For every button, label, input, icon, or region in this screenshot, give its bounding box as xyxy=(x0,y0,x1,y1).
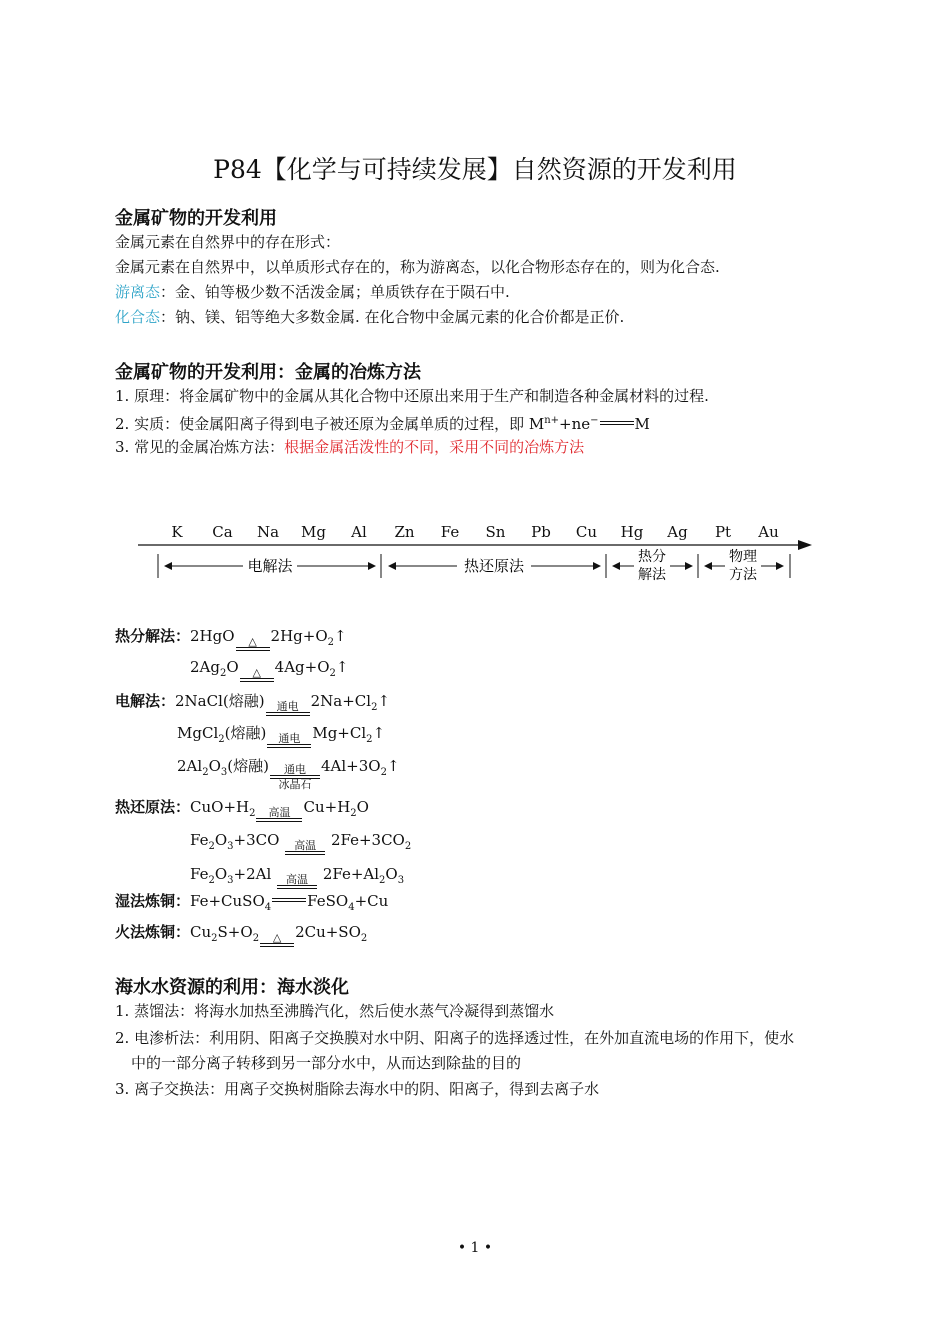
page-title: P84【化学与可持续发展】自然资源的开发利用 xyxy=(213,155,737,184)
free-state-text: ：金、铂等极少数不活泼金属；单质铁存在于陨石中. xyxy=(160,283,510,301)
physical-method-label-2: 方法 xyxy=(729,567,757,583)
method-label: 电解法： xyxy=(115,692,176,710)
metal-symbol-zn: Zn xyxy=(394,523,415,541)
thermal-decomposition-label-1: 热分 xyxy=(638,549,666,565)
metal-symbol-sn: Sn xyxy=(485,523,506,541)
superscript: − xyxy=(590,415,599,426)
item-text: 2. 实质：使金属阳离子得到电子被还原为金属单质的过程，即 M xyxy=(115,415,545,433)
method-label: 火法炼铜： xyxy=(115,923,191,941)
reaction-condition: 高温 xyxy=(256,807,302,822)
item-text: 3. 常见的金属冶炼方法： xyxy=(115,438,285,456)
metal-symbol-na: Na xyxy=(256,523,280,541)
list-item xyxy=(115,411,650,434)
method-label: 湿法炼铜： xyxy=(115,892,191,910)
reaction-condition: 通电 xyxy=(267,733,311,748)
metal-symbol-pb: Pb xyxy=(531,523,551,541)
method-label: 热分解法： xyxy=(115,627,191,645)
reaction-condition: △ xyxy=(236,636,270,651)
list-item: 1. 蒸馏法：将海水加热至沸腾汽化，然后使水蒸气冷凝得到蒸馏水 xyxy=(115,1002,555,1020)
reaction-condition: 高温 xyxy=(277,874,317,889)
metal-activity-series xyxy=(0,510,950,590)
paragraph: 金属元素在自然界中的存在形式： xyxy=(115,233,341,251)
list-item: 2. 电渗析法：利用阴、阳离子交换膜对水中阴、阳离子的选择透过性，在外加直流电场的作用下，使水 xyxy=(115,1029,795,1047)
metal-symbol-cu: Cu xyxy=(575,523,598,541)
method-label: 热还原法： xyxy=(115,798,191,816)
list-item xyxy=(115,437,584,457)
reaction-hgo: 热分解法：2HgO △ $2Hg+O_2↑$ xyxy=(115,626,347,653)
section-heading-seawater: 海水水资源的利用：海水淡化 xyxy=(115,977,349,998)
page-number: • 1 • xyxy=(457,1240,493,1256)
reaction-mgcl2: MgCl$_2$(熔融) 通电 $Mg+Cl_2↑$ xyxy=(177,723,385,750)
electrolysis-label: 电解法 xyxy=(247,557,293,575)
section-heading-smelting: 金属矿物的开发利用：金属的冶炼方法 xyxy=(115,362,421,383)
list-item: 1. 原理：将金属矿物中的金属从其化合物中还原出来用于生产和制造各种金属材料的过程. xyxy=(115,387,709,405)
item-text: +ne xyxy=(559,415,591,433)
thermal-reduction-label: 热还原法 xyxy=(463,557,525,575)
reaction-condition: △ xyxy=(260,932,294,947)
reaction-al2o3: $2Al_2O_3$(熔融) 通电 冰晶石 $4Al+3O_2↑$ xyxy=(177,757,400,791)
equals-sign xyxy=(600,421,634,425)
section-heading-metal-minerals: 金属矿物的开发利用 xyxy=(115,208,277,229)
reaction-ag2o: $2Ag_2O$ △ $4Ag+O_2↑$ xyxy=(190,657,348,684)
reaction-condition: △ xyxy=(240,667,274,682)
reaction-wet-copper: 湿法炼铜：Fe+CuSO$_4$ FeSO$_4$+Cu xyxy=(115,892,389,913)
free-state-line xyxy=(115,282,510,302)
metal-symbol-au: Au xyxy=(758,523,779,541)
metal-symbol-al: Al xyxy=(351,523,367,541)
reaction-cuo: 热还原法：$CuO+H_2$ 高温 $Cu+H_2O$ xyxy=(115,797,369,824)
combined-state-line xyxy=(115,307,624,327)
metal-symbol-pt: Pt xyxy=(714,523,732,541)
metal-symbol-mg: Mg xyxy=(301,523,326,541)
list-item-continuation: 中的一部分离子转移到另一部分水中，从而达到除盐的目的 xyxy=(131,1054,522,1072)
reaction-condition: 通电 冰晶石 xyxy=(270,764,320,790)
metal-symbol-k: K xyxy=(171,523,183,541)
equals-sign xyxy=(272,898,306,902)
highlight-text: 根据金属活泼性的不同，采用不同的冶炼方法 xyxy=(284,438,585,456)
list-item: 3. 离子交换法：用离子交换树脂除去海水中的阴、阳离子，得到去离子水 xyxy=(115,1080,600,1098)
combined-state-text: ：钠、镁、铝等绝大多数金属. 在化合物中金属元素的化合价都是正价. xyxy=(160,308,625,326)
superscript: n+ xyxy=(544,415,560,426)
thermal-decomposition-label-2: 解法 xyxy=(638,567,666,583)
metal-symbol-fe: Fe xyxy=(440,523,460,541)
reaction-nacl: 电解法：2NaCl(熔融) 通电 $2Na+Cl_2↑$ xyxy=(115,691,390,718)
reaction-fe2o3-al: $Fe_2O_3+2Al$ 高温 $2Fe+Al_2O_3$ xyxy=(190,864,404,891)
reaction-condition: 通电 xyxy=(266,701,310,716)
physical-method-label-1: 物理 xyxy=(729,549,757,565)
reaction-fire-copper: 火法炼铜：$Cu_2S+O_2$ △ $2Cu+SO_2$ xyxy=(115,922,367,949)
reaction-condition: 高温 xyxy=(285,840,325,855)
free-state-label: 游离态 xyxy=(115,283,161,301)
paragraph: 金属元素在自然界中，以单质形式存在的，称为游离态，以化合物形态存在的，则为化合态. xyxy=(115,258,720,276)
metal-symbol-ca: Ca xyxy=(212,523,233,541)
metal-symbol-ag: Ag xyxy=(667,523,688,541)
item-text: M xyxy=(634,415,650,433)
combined-state-label: 化合态 xyxy=(115,308,161,326)
series-arrowhead xyxy=(798,540,812,550)
reaction-fe2o3-co: $Fe_2O_3+3CO$ 高温 $2Fe+3CO_2$ xyxy=(190,830,411,857)
metal-symbol-hg: Hg xyxy=(620,523,644,541)
